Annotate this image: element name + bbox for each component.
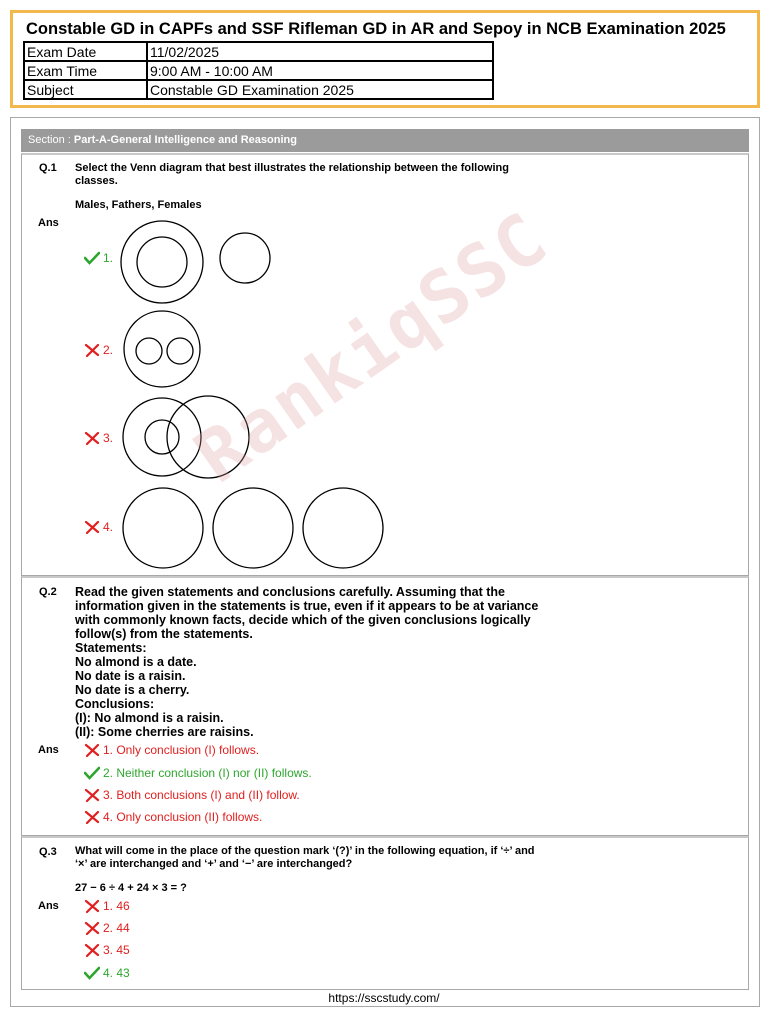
- question-text-line: What will come in the place of the question mark ‘(?)’ in the following equation, if ‘÷’ and: [75, 845, 535, 857]
- option-label: 4.: [103, 520, 114, 534]
- question-number: Q.3: [39, 846, 57, 858]
- option-3: [84, 943, 130, 957]
- question-text: [75, 585, 538, 739]
- cross-icon: [84, 743, 100, 757]
- option-2: [84, 766, 312, 780]
- option-label: 3. Both conclusions (I) and (II) follow.: [103, 788, 300, 802]
- question-text-line: classes.: [75, 175, 118, 187]
- question-text: [75, 162, 509, 188]
- option-label: 2. 44: [103, 921, 130, 935]
- cross-icon: [84, 520, 100, 534]
- exam-time-value: 9:00 AM - 10:00 AM: [147, 61, 493, 80]
- option-2: [84, 921, 130, 935]
- question-equation: 27 − 6 ÷ 4 + 24 × 3 = ?: [75, 882, 187, 894]
- footer-link[interactable]: https://sscstudy.com/: [328, 991, 440, 1005]
- exam-header: [10, 10, 760, 108]
- option-2: [84, 343, 113, 357]
- cross-icon: [84, 943, 100, 957]
- option-4: [84, 520, 113, 534]
- table-row: [24, 42, 493, 61]
- subject-value: Constable GD Examination 2025: [147, 80, 493, 99]
- question-text-line: Select the Venn diagram that best illustrates the relationship between the following: [75, 162, 509, 174]
- venn-diagram-2: [117, 307, 207, 391]
- cross-icon: [84, 921, 100, 935]
- option-3: [84, 431, 113, 445]
- option-1: [84, 743, 259, 757]
- check-icon: [84, 966, 100, 980]
- option-label: 2.: [103, 343, 114, 357]
- cross-icon: [84, 810, 100, 824]
- option-4: [84, 966, 130, 980]
- question-text-line: with commonly known facts, decide which of the given conclusions logically: [75, 613, 531, 627]
- answer-label: Ans: [38, 900, 59, 912]
- exam-date-label: Exam Date: [24, 42, 147, 61]
- question-text-line: No almond is a date.: [75, 655, 197, 669]
- footer-url[interactable]: [0, 991, 768, 1005]
- cross-icon: [84, 431, 100, 445]
- option-label: 3.: [103, 431, 114, 445]
- question-2: [21, 576, 749, 836]
- question-number: Q.1: [39, 162, 57, 174]
- question-text-line: follow(s) from the statements.: [75, 627, 253, 641]
- question-number: Q.2: [39, 586, 57, 598]
- cross-icon: [84, 343, 100, 357]
- check-icon: [84, 766, 100, 780]
- question-text-line: ‘×’ are interchanged and ‘+’ and ‘−’ are interchanged?: [75, 858, 353, 870]
- section-prefix: Section :: [28, 134, 74, 146]
- question-text-line: (I): No almond is a raisin.: [75, 711, 224, 725]
- option-label: 2. Neither conclusion (I) nor (II) follows.: [103, 766, 312, 780]
- check-icon: [84, 251, 100, 265]
- venn-diagram-3: [117, 395, 257, 479]
- exam-date-value: 11/02/2025: [147, 42, 493, 61]
- section-bar: [21, 129, 749, 152]
- option-4: [84, 810, 262, 824]
- venn-diagram-4: [117, 485, 387, 571]
- question-3: [21, 836, 749, 990]
- exam-time-label: Exam Time: [24, 61, 147, 80]
- venn-diagram-1: [117, 217, 277, 307]
- option-1: [84, 251, 113, 265]
- question-text-line: information given in the statements is true, even if it appears to be at variance: [75, 599, 539, 613]
- table-row: [24, 80, 493, 99]
- question-text-line: (II): Some cherries are raisins.: [75, 725, 254, 739]
- exam-info-table: [23, 41, 494, 100]
- option-1: [84, 899, 130, 913]
- answer-label: Ans: [38, 217, 59, 229]
- section-name: Part-A-General Intelligence and Reasoning: [73, 134, 297, 146]
- option-label: 1. 46: [103, 899, 130, 913]
- option-label: 1.: [103, 251, 114, 265]
- question-text-line: No date is a cherry.: [75, 683, 190, 697]
- exam-title: Constable GD in CAPFs and SSF Rifleman GD in AR and Sepoy in NCB Examination 2025: [26, 20, 726, 38]
- question-1: [21, 153, 749, 576]
- option-label: 4. Only conclusion (II) follows.: [103, 810, 263, 824]
- option-label: 4. 43: [103, 966, 130, 980]
- question-text-line: Statements:: [75, 641, 147, 655]
- option-label: 3. 45: [103, 943, 130, 957]
- question-text-line: Read the given statements and conclusions carefully. Assuming that the: [75, 585, 505, 599]
- option-label: 1. Only conclusion (I) follows.: [103, 743, 260, 757]
- cross-icon: [84, 899, 100, 913]
- question-text: [75, 845, 535, 871]
- cross-icon: [84, 788, 100, 802]
- option-3: [84, 788, 300, 802]
- table-row: [24, 61, 493, 80]
- subject-label: Subject: [24, 80, 147, 99]
- watermark: RankiqSSC: [180, 195, 563, 499]
- question-text-line: No date is a raisin.: [75, 669, 186, 683]
- answer-label: Ans: [38, 744, 59, 756]
- question-text-line: Conclusions:: [75, 697, 155, 711]
- question-classes: Males, Fathers, Females: [75, 199, 202, 211]
- question-paper: [10, 117, 760, 1007]
